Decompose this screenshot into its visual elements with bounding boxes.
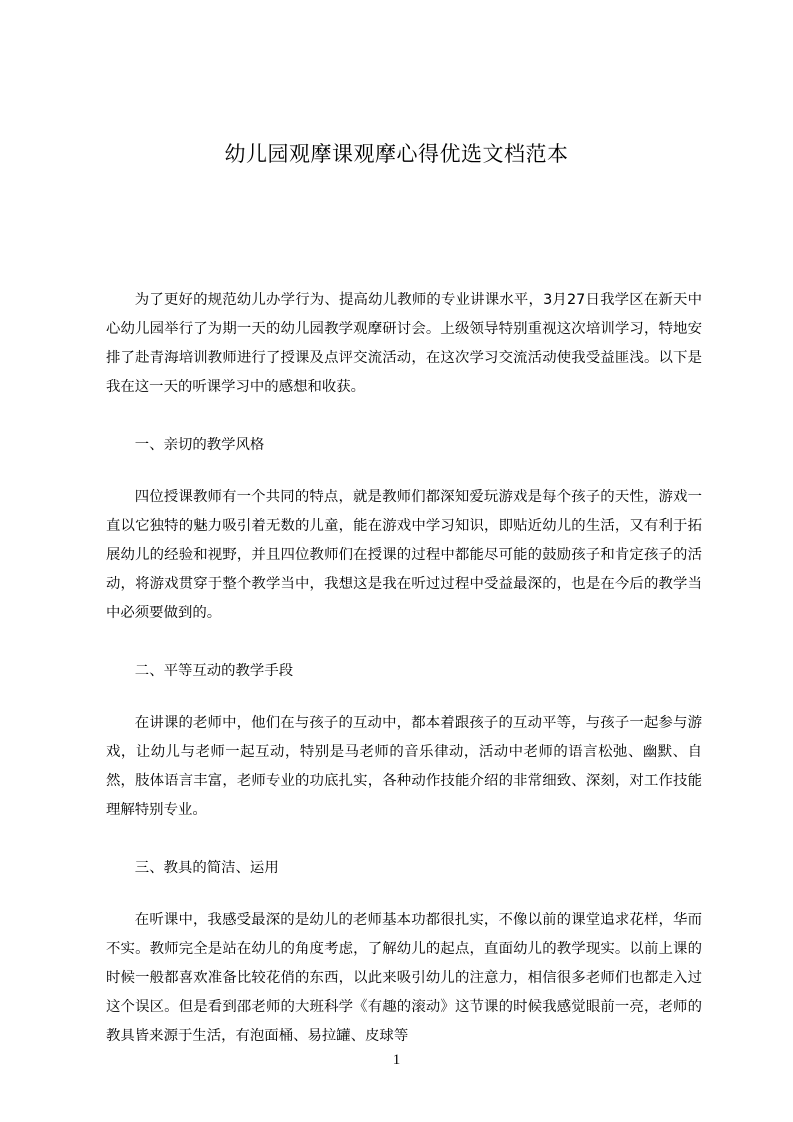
document-body bbox=[106, 286, 702, 1051]
intro-paragraph: 为了更好的规范幼儿办学行为、提高幼儿教师的专业讲课水平，3月27日我学区在新天中心幼儿园举行了为期一天的幼儿园教学观摩研讨会。上级领导特别重视这次培训学习，特地安排了赴青海培训教师进行了授课及点评交流活动，在这次学习交流活动使我受益匪浅。以下是我在这一天的听课学习中的感想和收获。 bbox=[106, 292, 702, 395]
section-body-2: 在讲课的老师中，他们在与孩子的互动中，都本着跟孩子的互动平等，与孩子一起参与游戏，让幼儿与老师一起互动，特别是马老师的音乐律动，活动中老师的语言松弛、幽默、自然，肢体语言丰富，老师专业的功底扎实，各种动作技能介绍的非常细致、深刻，对工作技能理解特别专业。 bbox=[106, 715, 702, 818]
section-heading-2: 二、平等互动的教学手段 bbox=[134, 663, 294, 679]
section-heading-1: 一、亲切的教学风格 bbox=[134, 437, 265, 453]
page-number: 1 bbox=[392, 1052, 401, 1068]
section-body-1: 四位授课教师有一个共同的特点，就是教师们都深知爱玩游戏是每个孩子的天性，游戏一直以它独特的魅力吸引着无数的儿童，能在游戏中学习知识，即贴近幼儿的生活，又有利于拓展幼儿的经验和视野，并且四位教师们在授课的过程中都能尽可能的鼓励孩子和肯定孩子的活动，将游戏贯穿于整个教学当中，我想这是我在听过过程中受益最深的，也是在今后的教学当中必须要做到的。 bbox=[106, 489, 702, 621]
section-heading-3: 三、教具的简洁、运用 bbox=[134, 860, 279, 876]
section-body-3: 在听课中，我感受最深的是幼儿的老师基本功都很扎实，不像以前的课堂追求花样，华而不实。教师完全是站在幼儿的角度考虑，了解幼儿的起点，直面幼儿的教学现实。以前上课的时候一般都喜欢准备比较花俏的东西，以此来吸引幼儿的注意力，相信很多老师们也都走入过这个误区。但是看到邵老师的大班科学《有趣的滚动》这节课的时候我感觉眼前一亮，老师的教具皆来源于生活，有泡面桶、易拉罐、皮球等 bbox=[106, 912, 702, 1044]
document-title: 幼儿园观摩课观摩心得优选文档范本 bbox=[224, 142, 569, 166]
